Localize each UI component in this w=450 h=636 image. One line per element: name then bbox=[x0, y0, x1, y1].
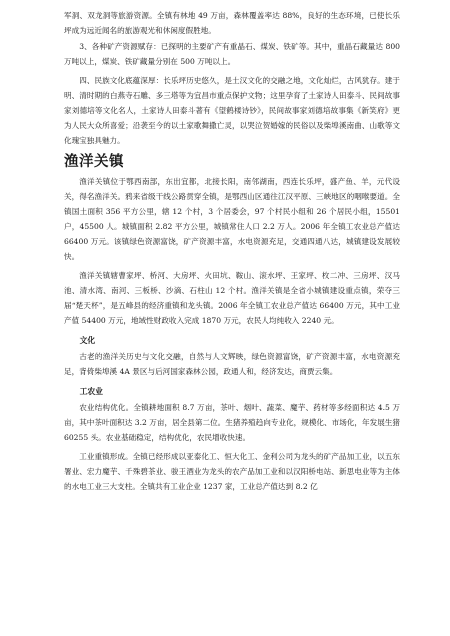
body-paragraph: 四、民族文化底蕴深厚：长乐坪历史悠久，是土汉文化的交融之地，文化灿烂，古风犹存。建于明、清时期的白燕寺石雕、多三塔等为宜昌市重点保护文物；这里孕育了土家诗人田泰斗、民间故事家刘德培等文化名人，土家诗人田泰斗著有《望鹤楼诗钞》，民间故事家刘德培故事集《新笑府》更为人民大众所喜爱；沿袭至今的以土家歌舞撒亡灵，以哭泣贺婚嫁的民俗以及柴埠溪南曲、山歌等文化瑰宝独具魅力。 bbox=[64, 76, 400, 145]
body-paragraph: 3、各种矿产资源赋存：已探明的主要矿产有重晶石、煤炭、铁矿等。其中，重晶石藏量达 800 万吨以上，煤炭、铁矿藏量分别在 500 万吨以上。 bbox=[64, 42, 400, 66]
body-paragraph: 渔洋关镇辖曹家坪、桥河、大房坪、火田坑、鞍山、滚水坪、王家坪、枚二冲、三房坪、汉马池、清水湾、南河、三板桥、沙滴、石柱山 12 个村。渔洋关镇是全省小城镇建设重点镇，荣夺三届“楚天杯”，是五峰县的经济重镇和龙头镇。2006 年全镇工农业总产值达 66400 万元，其中工业产值 54400 万元，地域性财政收入完成 1870 万元，农民人均纯收入 2240 元。 bbox=[64, 271, 400, 325]
body-paragraph: 渔洋关镇位于鄂西南部，东出宜都，北接长阳，南邻湖南，西连长乐坪，盛产鱼、羊，元代设关，得名渔洋关。鸦来省级干线公路贯穿全镇，是鄂西山区通往江汉平原、三峡地区的咽喉要道。全镇国土面积 356 平方公里，辖 12 个村，3 个居委会，97 个村民小组和 26 个居民小组，15501 户，45500 人。城镇面积 2.82 平方公里，城镇常住人口 2.2 万人。2006 年全镇工农业总产值达 66400 万元。该镇绿色资源富饶，矿产资源丰富，水电资源充足，交通四通八达，城镇建设发展较快。 bbox=[64, 177, 400, 261]
section-title: 渔洋关镇 bbox=[64, 154, 124, 170]
subheading-industry: 工农业 bbox=[79, 387, 103, 396]
body-paragraph: 农业结构优化。全镇耕地面积 8.7 万亩，茶叶、烟叶、蔬菜、魔芋、药材等多经面积达 4.5 万亩，其中茶叶面积达 3.2 万亩，居全县第二位。生猪养殖趋向专业化，规模化、市场化，年发展生猪 60255 头。农业基础稳定，结构优化，农民增收快速。 bbox=[64, 403, 400, 442]
subheading-culture: 文化 bbox=[79, 336, 96, 345]
body-paragraph: 古老的渔洋关历史与文化交融，自然与人文辉映，绿色资源富饶，矿产资源丰富，水电资源充足，背倚柴埠溪 4A 景区与后河国家森林公园，政通人和，经济发达，商贾云集。 bbox=[64, 352, 400, 376]
body-paragraph: 军洞、双龙洞等旅游资源。全镇有林地 49 万亩，森林覆盖率达 88%，良好的生态环境，已使长乐坪成为远近闻名的旅游观光和休闲度假胜地。 bbox=[64, 11, 400, 35]
body-paragraph: 工业重镇形成。全镇已经形成以亚泰化工、恒大化工、金利公司为龙头的矿产品加工业，以五东署业、宏力魔芋、千殊碧茶业、骏王酒业为龙头的农产品加工业和以汉阳桥电站、新思电业等为主体的水电工业三大支柱。全镇共有工业企业 1237 家，工业总产值达到 8.2 亿 bbox=[64, 452, 400, 491]
